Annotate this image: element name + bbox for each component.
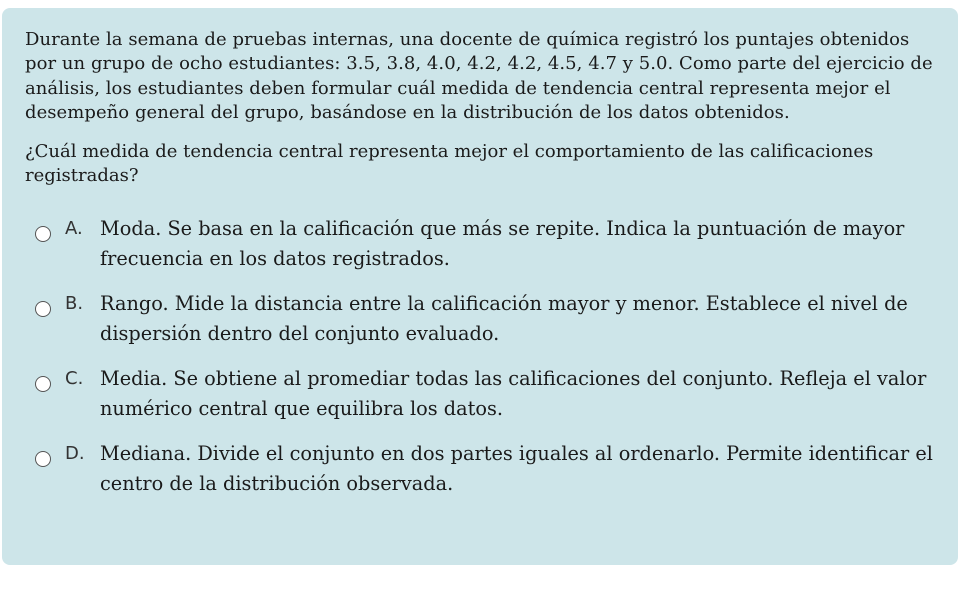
question-stem: Durante la semana de pruebas internas, una docente de química registró los puntajes obtenidos por un grupo de ocho estudiantes: 3.5, 3.8, 4.0, 4.2, 4.2, 4.5, 4.7 y 5.0. Como parte del ejercicio de análisis, los estudiantes deben formular cuál medida de tendencia central representa mejor el desempeño general del grupo, basándose en la distribución de los datos obtenidos.: [25, 29, 933, 124]
option-letter-c: C.: [65, 368, 84, 390]
option-a[interactable]: [25, 214, 934, 274]
radio-button-a[interactable]: [35, 226, 51, 242]
question-card: [2, 8, 958, 565]
radio-button-b[interactable]: [35, 301, 51, 317]
option-text-a: Moda. Se basa en la calificación que más se repite. Indica la puntuación de mayor frecuencia en los datos registrados.: [100, 217, 905, 271]
radio-button-c[interactable]: [35, 376, 51, 392]
option-d[interactable]: [25, 439, 934, 499]
option-text-b: Rango. Mide la distancia entre la calificación mayor y menor. Establece el nivel de dispersión dentro del conjunto evaluado.: [100, 292, 908, 346]
option-letter-a: A.: [65, 218, 83, 240]
option-letter-b: B.: [65, 293, 84, 315]
option-letter-d: D.: [65, 443, 85, 465]
answer-options: [25, 214, 934, 499]
option-text-c: Media. Se obtiene al promediar todas las calificaciones del conjunto. Refleja el valor numérico central que equilibra los datos.: [100, 367, 927, 421]
option-b[interactable]: [25, 289, 934, 349]
radio-button-d[interactable]: [35, 451, 51, 467]
option-c[interactable]: [25, 364, 934, 424]
option-text-d: Mediana. Divide el conjunto en dos partes iguales al ordenarlo. Permite identificar el centro de la distribución observada.: [100, 442, 933, 496]
question-prompt: ¿Cuál medida de tendencia central representa mejor el comportamiento de las calificaciones registradas?: [25, 140, 874, 187]
